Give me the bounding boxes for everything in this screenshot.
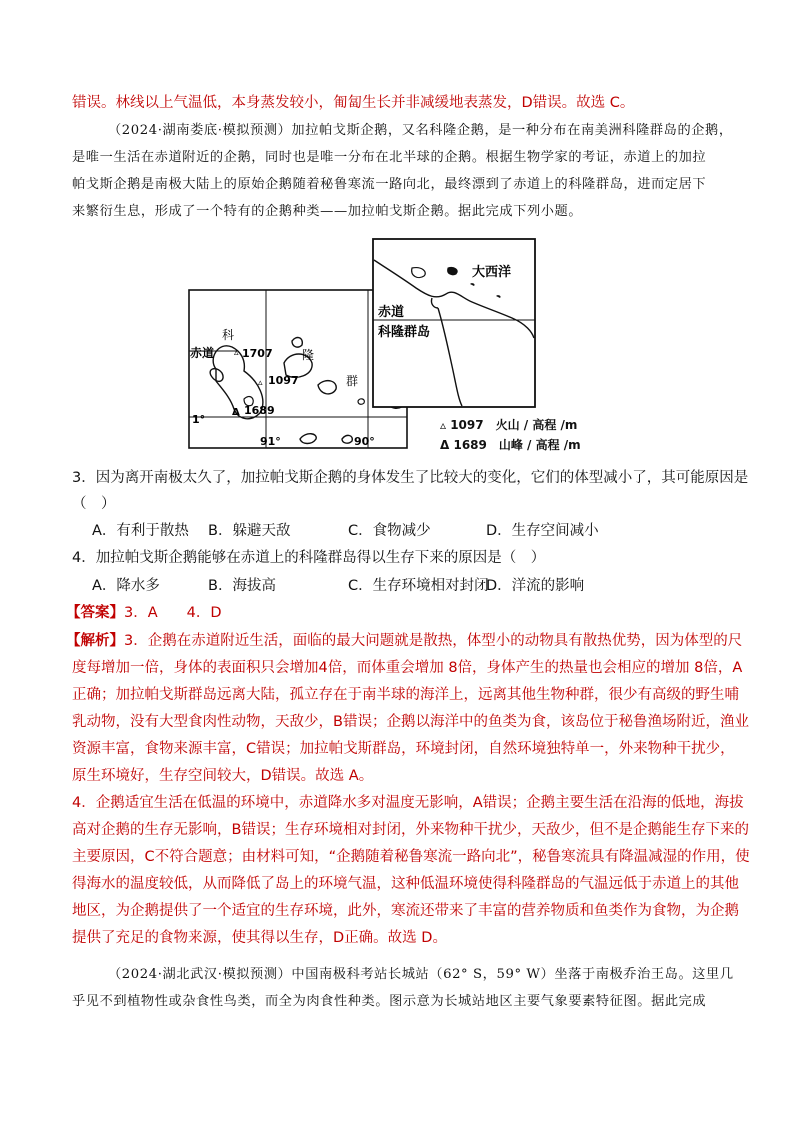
map-char-ke: 科 (222, 328, 235, 342)
map-char-qun: 群 (346, 374, 359, 388)
analysis-line-9: 主要原因，C不符合题意；由材料可知，“企鹅随着秘鲁寒流一路向北”，秘鲁寒流具有降温减湿的作用，使 (72, 849, 750, 865)
analysis-line-6: 原生环境好，生存空间较大，D错误。故选 A。 (72, 768, 374, 784)
q4-option-a: A．降水多 (92, 578, 160, 594)
svg-text:Δ: Δ (232, 407, 240, 418)
q3-option-d: D．生存空间减小 (486, 523, 599, 539)
question-4-stem: 4．加拉帕戈斯企鹅能够在赤道上的科隆群岛得以生存下来的原因是（ ） (72, 550, 546, 566)
answer-line (66, 603, 722, 623)
map-equator-label: 赤道 (190, 346, 215, 360)
latitude-label: 1° (192, 413, 206, 426)
south-america-inset-map (372, 238, 536, 408)
analysis-line-8: 高对企鹅的生存无影响，B错误；生存环境相对封闭，外来物种干扰少，天敌少，但不是企鹅能生存下来的 (72, 822, 749, 838)
volcano-icon: ▵ (440, 418, 451, 432)
inset-equator-label: 赤道 (378, 305, 405, 320)
intro-line-2: 是唯一生活在赤道附近的企鹅，同时也是唯一分布在北半球的企鹅。根据生物学家的考证，赤道上的加拉 (72, 150, 707, 165)
elevation-1097: 1097 (268, 374, 299, 387)
inset-islands-label: 科隆群岛 (378, 325, 431, 340)
analysis-line-3: 正确；加拉帕戈斯群岛远离大陆，孤立存在于南半球的海洋上，远离其他生物种群，很少有高级的野生哺 (72, 687, 739, 703)
q3-option-b: B．躲避天敌 (208, 523, 291, 539)
elevation-1689: 1689 (244, 404, 275, 417)
svg-text:▵: ▵ (258, 378, 263, 388)
analysis-tag: 【解析】 (66, 633, 124, 649)
analysis-line-10: 得海水的温度较低，从而降低了岛上的环境气温，这种低温环境使得科隆群岛的气温远低于赤道上的其他 (72, 876, 739, 892)
q4-option-c: C．生存环境相对封闭 (348, 578, 489, 594)
analysis-line-1: 【解析】3．企鹅在赤道附近生活，面临的最大问题就是散热，体型小的动物具有散热优势，因为体型的尺 (66, 633, 743, 649)
svg-text:▵: ▵ (234, 348, 239, 358)
previous-answer-tail: 错误。林线以上气温低，本身蒸发较小，匍匐生长并非减缓地表蒸发，D错误。故选 C。 (72, 95, 635, 111)
inset-atlantic-label: 大西洋 (472, 265, 512, 280)
analysis-line-11: 地区，为企鹅提供了一个适宜的生存环境，此外，寒流还带来了丰富的营养物质和鱼类作为食物，为企鹅 (72, 903, 739, 919)
q3-option-a: A．有利于散热 (92, 523, 189, 539)
analysis-line-4: 乳动物，没有大型食肉性动物，天敌少，B错误；企鹅以海洋中的鱼类为食，该岛位于秘鲁渔场附近，渔业 (72, 714, 749, 730)
intro-line-4: 来繁衍生息，形成了一个特有的企鹅种类——加拉帕戈斯企鹅。据此完成下列小题。 (72, 204, 583, 219)
analysis-line-2: 度每增加一倍，身体的表面积只会增加4倍，而体重会增加 8倍，身体产生的热量也会相应的增加 8倍，A (72, 660, 743, 676)
next-intro-line-1: （2024·湖北武汉·模拟预测）中国南极科考站长城站（62° S，59° W）坐落于南极乔治王岛。这里几 (108, 967, 734, 982)
legend-peak: Δ 1689 山峰 / 高程 /m (440, 438, 581, 452)
answer-text: 3．A 4．D (124, 605, 222, 621)
next-intro-line-2: 乎见不到植物性或杂食性鸟类，而全为肉食性种类。图示意为长城站地区主要气象要素特征图。据此完成 (72, 994, 707, 1009)
analysis-line-12: 提供了充足的食物来源，使其得以生存，D正确。故选 D。 (72, 930, 447, 946)
longitude-90-label: 90° (354, 435, 375, 448)
q4-option-d: D．洋流的影响 (486, 578, 585, 594)
question-3-bracket: （ ） (72, 496, 116, 512)
legend-volcano: ▵ 1097 火山 / 高程 /m (440, 418, 578, 432)
elevation-1707: 1707 (242, 347, 273, 360)
analysis-line-5: 资源丰富，食物来源丰富，C错误；加拉帕戈斯群岛，环境封闭，自然环境独特单一，外来物种干扰少， (72, 741, 735, 757)
q4-option-b: B．海拔高 (208, 578, 276, 594)
map-char-long: 隆 (302, 348, 315, 362)
question-3-stem: 3．因为离开南极太久了，加拉帕戈斯企鹅的身体发生了比较大的变化，它们的体型减小了，其可能原因是 (72, 470, 749, 486)
longitude-91-label: 91° (260, 435, 281, 448)
intro-line-1: （2024·湖南娄底·模拟预测）加拉帕戈斯企鹅，又名科隆企鹅，是一种分布在南美洲科隆群岛的企鹅， (108, 123, 733, 138)
q3-option-c: C．食物减少 (348, 523, 431, 539)
analysis-line-7: 4．企鹅适宜生活在低温的环境中，赤道降水多对温度无影响，A错误；企鹅主要生活在沿海的低地，海拔 (72, 795, 744, 811)
peak-icon: Δ (440, 438, 454, 452)
intro-line-3: 帕戈斯企鹅是南极大陆上的原始企鹅随着秘鲁寒流一路向北，最终漂到了赤道上的科隆群岛，进而定居下 (72, 177, 707, 192)
answer-tag: 【答案】 (66, 605, 124, 621)
